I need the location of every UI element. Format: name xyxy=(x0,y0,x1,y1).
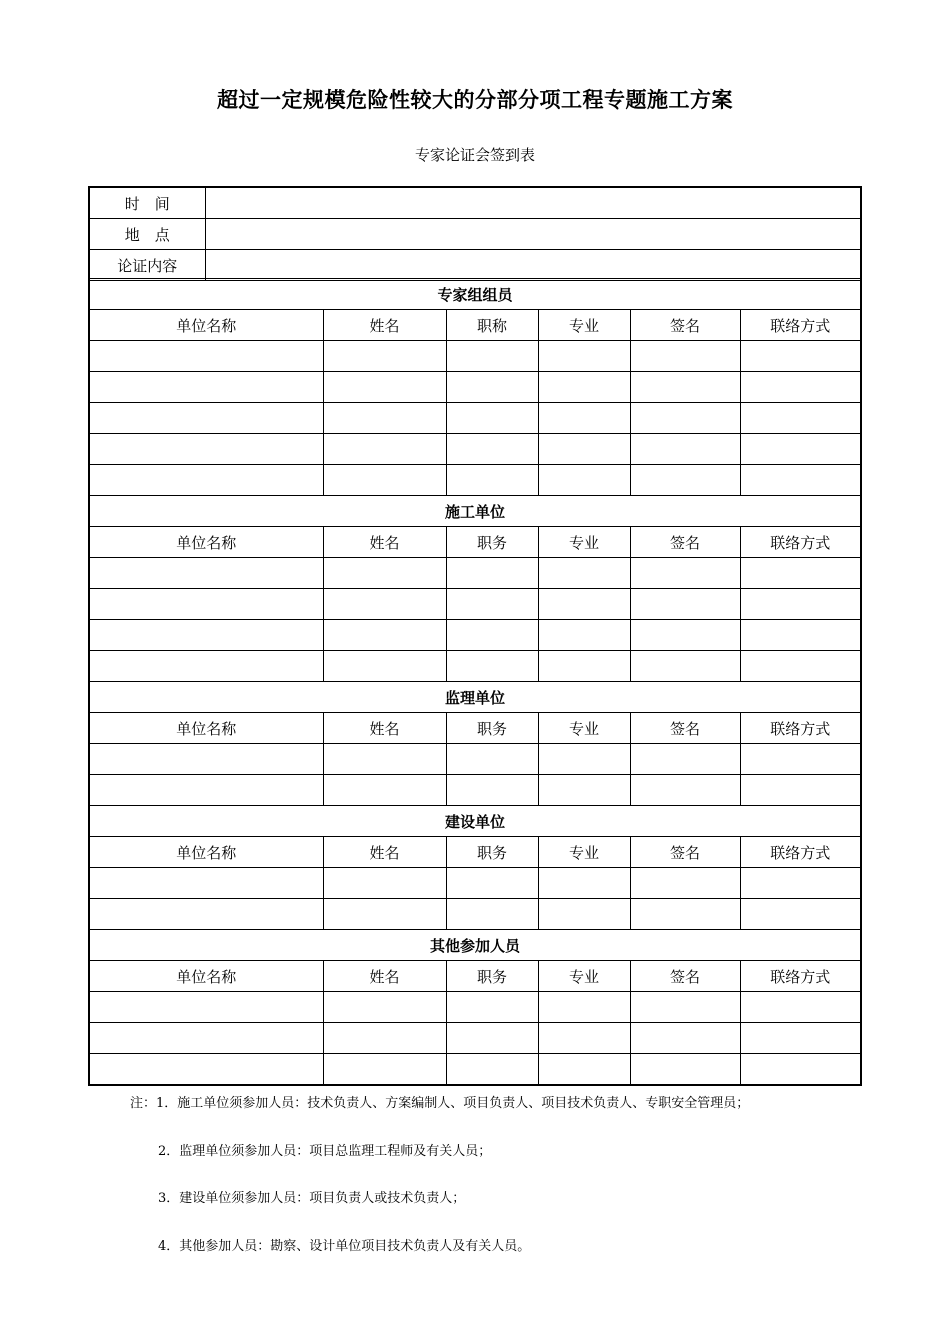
blank-entry-cell[interactable] xyxy=(323,744,446,775)
column-header-row xyxy=(89,713,861,744)
info-label: 地 点 xyxy=(89,219,205,250)
blank-entry-cell[interactable] xyxy=(740,899,861,930)
blank-entry-cell[interactable] xyxy=(323,589,446,620)
column-header: 签名 xyxy=(630,713,740,744)
blank-entry-cell[interactable] xyxy=(538,620,630,651)
blank-entry-cell[interactable] xyxy=(538,744,630,775)
table-row xyxy=(89,372,861,403)
blank-entry-cell[interactable] xyxy=(323,434,446,465)
blank-entry-cell[interactable] xyxy=(740,1023,861,1054)
blank-entry-cell[interactable] xyxy=(89,372,323,403)
column-header: 单位名称 xyxy=(89,961,323,992)
blank-entry-cell[interactable] xyxy=(89,403,323,434)
blank-entry-cell[interactable] xyxy=(323,651,446,682)
column-header: 签名 xyxy=(630,527,740,558)
blank-entry-cell[interactable] xyxy=(446,899,538,930)
blank-entry-cell[interactable] xyxy=(630,1054,740,1086)
table-row xyxy=(89,744,861,775)
note-line: 注：1．施工单位须参加人员：技术负责人、方案编制人、项目负责人、项目技术负责人、专职安全管理员； xyxy=(130,1096,750,1111)
note-line: 2．监理单位须参加人员：项目总监理工程师及有关人员； xyxy=(158,1144,492,1159)
info-value-field[interactable] xyxy=(205,219,861,250)
section-header-row xyxy=(89,682,861,713)
column-header: 单位名称 xyxy=(89,837,323,868)
blank-entry-cell[interactable] xyxy=(89,744,323,775)
blank-entry-cell[interactable] xyxy=(89,465,323,496)
info-value-field[interactable] xyxy=(205,187,861,219)
blank-entry-cell[interactable] xyxy=(89,558,323,589)
blank-entry-cell[interactable] xyxy=(446,465,538,496)
column-header: 联络方式 xyxy=(740,527,861,558)
blank-entry-cell[interactable] xyxy=(740,558,861,589)
column-header: 姓名 xyxy=(323,527,446,558)
blank-entry-cell[interactable] xyxy=(323,558,446,589)
blank-entry-cell[interactable] xyxy=(630,558,740,589)
blank-entry-cell[interactable] xyxy=(538,403,630,434)
section-title: 监理单位 xyxy=(89,682,861,713)
column-header-row xyxy=(89,961,861,992)
section-header-row xyxy=(89,496,861,527)
blank-entry-cell[interactable] xyxy=(89,992,323,1023)
blank-entry-cell[interactable] xyxy=(89,589,323,620)
blank-entry-cell[interactable] xyxy=(538,434,630,465)
blank-entry-cell[interactable] xyxy=(446,620,538,651)
blank-entry-cell[interactable] xyxy=(740,589,861,620)
blank-entry-cell[interactable] xyxy=(630,589,740,620)
table-row xyxy=(89,403,861,434)
blank-entry-cell[interactable] xyxy=(89,620,323,651)
blank-entry-cell[interactable] xyxy=(740,992,861,1023)
blank-entry-cell[interactable] xyxy=(446,775,538,806)
blank-entry-cell[interactable] xyxy=(323,403,446,434)
blank-entry-cell[interactable] xyxy=(446,558,538,589)
blank-entry-cell[interactable] xyxy=(323,1054,446,1086)
blank-entry-cell[interactable] xyxy=(630,868,740,899)
blank-entry-cell[interactable] xyxy=(630,775,740,806)
blank-entry-cell[interactable] xyxy=(740,341,861,372)
blank-entry-cell[interactable] xyxy=(740,744,861,775)
column-header: 职称 xyxy=(446,310,538,341)
blank-entry-cell[interactable] xyxy=(323,775,446,806)
info-row xyxy=(89,219,861,250)
blank-entry-cell[interactable] xyxy=(538,341,630,372)
blank-entry-cell[interactable] xyxy=(323,1023,446,1054)
section-header-row xyxy=(89,806,861,837)
blank-entry-cell[interactable] xyxy=(446,403,538,434)
column-header: 单位名称 xyxy=(89,713,323,744)
blank-entry-cell[interactable] xyxy=(89,651,323,682)
column-header: 职务 xyxy=(446,837,538,868)
section-title: 建设单位 xyxy=(89,806,861,837)
blank-entry-cell[interactable] xyxy=(740,372,861,403)
column-header: 联络方式 xyxy=(740,961,861,992)
column-header: 专业 xyxy=(538,713,630,744)
blank-entry-cell[interactable] xyxy=(538,1054,630,1086)
blank-entry-cell[interactable] xyxy=(740,868,861,899)
blank-entry-cell[interactable] xyxy=(630,992,740,1023)
info-label: 论证内容 xyxy=(89,250,205,281)
column-header: 单位名称 xyxy=(89,310,323,341)
blank-entry-cell[interactable] xyxy=(630,341,740,372)
blank-entry-cell[interactable] xyxy=(740,775,861,806)
blank-entry-cell[interactable] xyxy=(740,465,861,496)
table-row xyxy=(89,558,861,589)
table-row xyxy=(89,341,861,372)
blank-entry-cell[interactable] xyxy=(630,372,740,403)
table-row xyxy=(89,434,861,465)
column-header: 联络方式 xyxy=(740,837,861,868)
blank-entry-cell[interactable] xyxy=(630,744,740,775)
blank-entry-cell[interactable] xyxy=(446,651,538,682)
blank-entry-cell[interactable] xyxy=(89,1054,323,1086)
column-header-row xyxy=(89,527,861,558)
blank-entry-cell[interactable] xyxy=(446,589,538,620)
table-row xyxy=(89,1054,861,1086)
section-title: 施工单位 xyxy=(89,496,861,527)
blank-entry-cell[interactable] xyxy=(740,403,861,434)
table-row xyxy=(89,589,861,620)
blank-entry-cell[interactable] xyxy=(446,372,538,403)
blank-entry-cell[interactable] xyxy=(630,1023,740,1054)
blank-entry-cell[interactable] xyxy=(89,775,323,806)
info-label: 时 间 xyxy=(89,187,205,219)
blank-entry-cell[interactable] xyxy=(538,651,630,682)
blank-entry-cell[interactable] xyxy=(538,465,630,496)
blank-entry-cell[interactable] xyxy=(630,403,740,434)
section-title: 其他参加人员 xyxy=(89,930,861,961)
column-header-row xyxy=(89,310,861,341)
column-header: 专业 xyxy=(538,310,630,341)
blank-entry-cell[interactable] xyxy=(538,372,630,403)
blank-entry-cell[interactable] xyxy=(323,620,446,651)
section-header-row xyxy=(89,930,861,961)
blank-entry-cell[interactable] xyxy=(630,620,740,651)
section-header-row xyxy=(89,279,861,310)
column-header: 签名 xyxy=(630,837,740,868)
column-header: 职务 xyxy=(446,961,538,992)
blank-entry-cell[interactable] xyxy=(740,651,861,682)
blank-entry-cell[interactable] xyxy=(323,899,446,930)
column-header: 姓名 xyxy=(323,713,446,744)
blank-entry-cell[interactable] xyxy=(740,1054,861,1086)
table-row xyxy=(89,620,861,651)
info-value-field[interactable] xyxy=(205,250,861,281)
column-header: 联络方式 xyxy=(740,310,861,341)
blank-entry-cell[interactable] xyxy=(740,434,861,465)
table-row xyxy=(89,651,861,682)
blank-entry-cell[interactable] xyxy=(89,341,323,372)
info-row xyxy=(89,187,861,219)
blank-entry-cell[interactable] xyxy=(323,465,446,496)
blank-entry-cell[interactable] xyxy=(538,1023,630,1054)
meeting-info-table xyxy=(88,186,862,281)
column-header: 姓名 xyxy=(323,961,446,992)
blank-entry-cell[interactable] xyxy=(446,868,538,899)
column-header: 单位名称 xyxy=(89,527,323,558)
blank-entry-cell[interactable] xyxy=(446,1054,538,1086)
column-header-row xyxy=(89,837,861,868)
column-header: 签名 xyxy=(630,310,740,341)
sign-in-table xyxy=(88,278,862,1086)
blank-entry-cell[interactable] xyxy=(630,434,740,465)
blank-entry-cell[interactable] xyxy=(446,341,538,372)
blank-entry-cell[interactable] xyxy=(446,434,538,465)
table-row xyxy=(89,899,861,930)
blank-entry-cell[interactable] xyxy=(446,744,538,775)
column-header: 联络方式 xyxy=(740,713,861,744)
blank-entry-cell[interactable] xyxy=(538,899,630,930)
column-header: 专业 xyxy=(538,527,630,558)
blank-entry-cell[interactable] xyxy=(89,434,323,465)
column-header: 姓名 xyxy=(323,837,446,868)
column-header: 专业 xyxy=(538,961,630,992)
blank-entry-cell[interactable] xyxy=(446,1023,538,1054)
blank-entry-cell[interactable] xyxy=(89,868,323,899)
blank-entry-cell[interactable] xyxy=(446,992,538,1023)
blank-entry-cell[interactable] xyxy=(538,775,630,806)
blank-entry-cell[interactable] xyxy=(89,899,323,930)
blank-entry-cell[interactable] xyxy=(740,620,861,651)
blank-entry-cell[interactable] xyxy=(630,899,740,930)
blank-entry-cell[interactable] xyxy=(538,589,630,620)
blank-entry-cell[interactable] xyxy=(323,341,446,372)
table-row xyxy=(89,465,861,496)
blank-entry-cell[interactable] xyxy=(323,372,446,403)
blank-entry-cell[interactable] xyxy=(323,868,446,899)
column-header: 专业 xyxy=(538,837,630,868)
column-header: 职务 xyxy=(446,527,538,558)
blank-entry-cell[interactable] xyxy=(538,558,630,589)
document-subtitle: 专家论证会签到表 xyxy=(414,146,535,164)
info-row xyxy=(89,250,861,281)
section-title: 专家组组员 xyxy=(89,279,861,310)
table-row xyxy=(89,868,861,899)
blank-entry-cell[interactable] xyxy=(89,1023,323,1054)
column-header: 姓名 xyxy=(323,310,446,341)
table-row xyxy=(89,1023,861,1054)
blank-entry-cell[interactable] xyxy=(538,992,630,1023)
blank-entry-cell[interactable] xyxy=(323,992,446,1023)
blank-entry-cell[interactable] xyxy=(630,465,740,496)
document-title: 超过一定规模危险性较大的分部分项工程专题施工方案 xyxy=(217,88,733,112)
blank-entry-cell[interactable] xyxy=(630,651,740,682)
column-header: 职务 xyxy=(446,713,538,744)
column-header: 签名 xyxy=(630,961,740,992)
table-row xyxy=(89,992,861,1023)
table-row xyxy=(89,775,861,806)
note-line: 4．其他参加人员：勘察、设计单位项目技术负责人及有关人员。 xyxy=(158,1239,531,1254)
note-line: 3．建设单位须参加人员：项目负责人或技术负责人； xyxy=(158,1191,466,1206)
blank-entry-cell[interactable] xyxy=(538,868,630,899)
